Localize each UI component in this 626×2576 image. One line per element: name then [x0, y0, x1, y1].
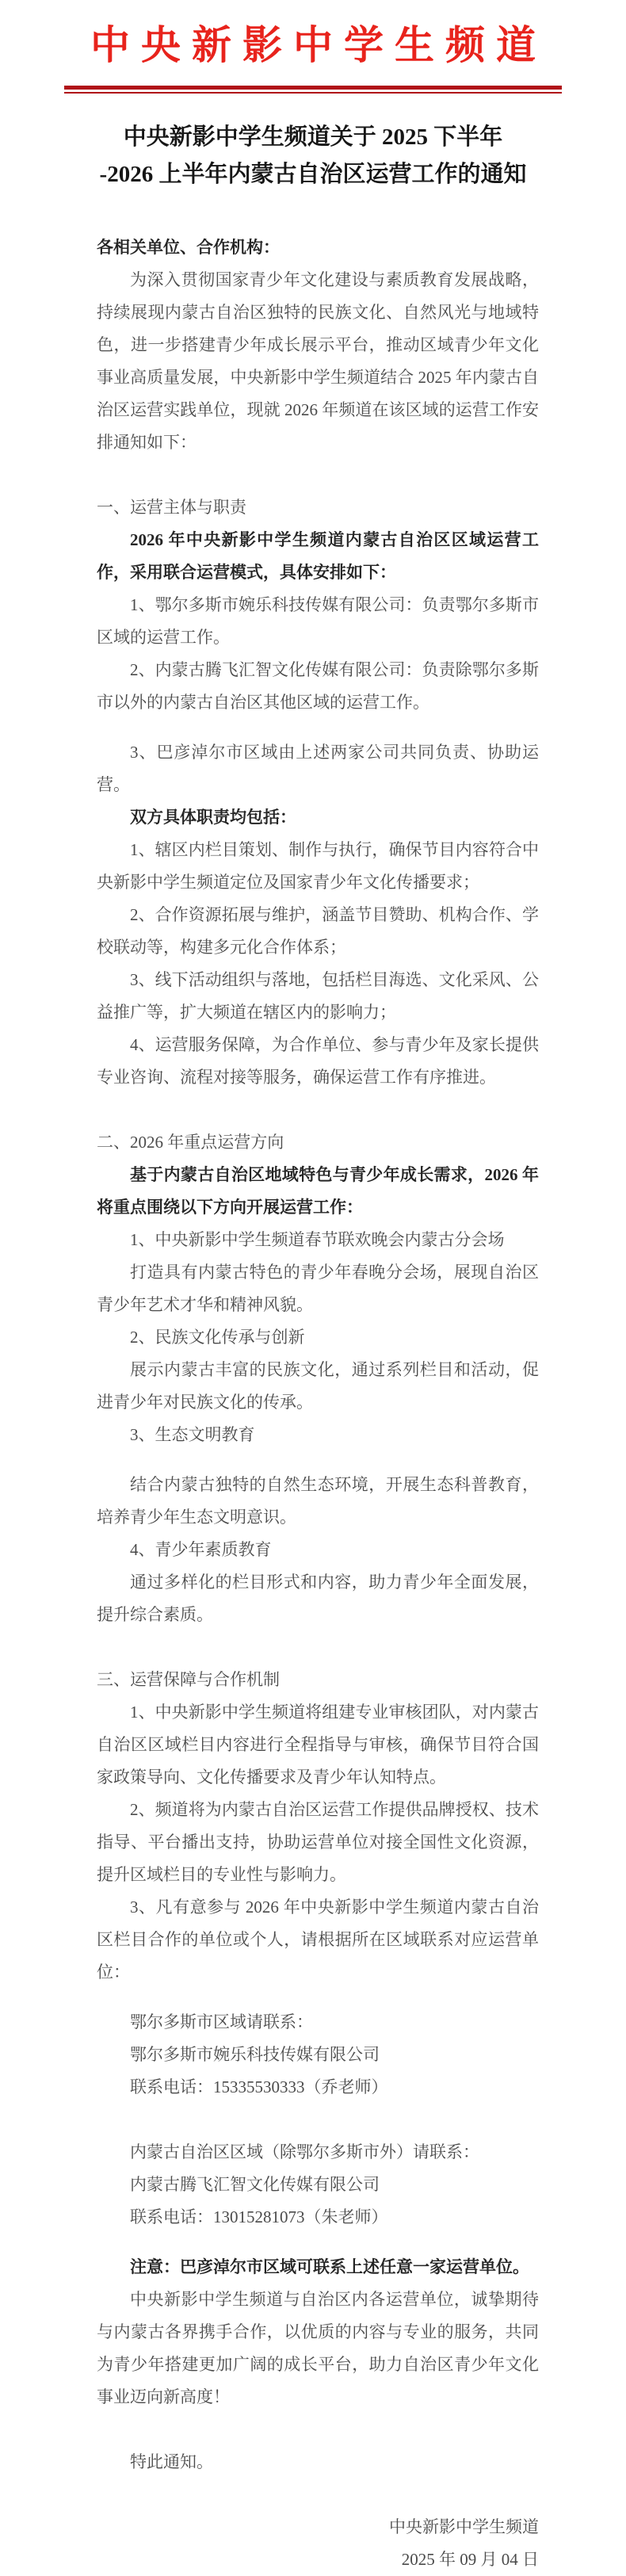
letterhead	[0, 0, 626, 94]
paragraph: 展示内蒙古丰富的民族文化，通过系列栏目和活动，促进青少年对民族文化的传承。	[97, 1360, 539, 1412]
notice-title-line1: 中央新影中学生频道关于 2025 下半年	[123, 124, 503, 150]
paragraph: 为深入贯彻国家青少年文化建设与素质教育发展战略，持续展现内蒙古自治区独特的民族文化、自然风光与地域特色，进一步搭建青少年成长展示平台，推动区域青少年文化事业高质量发展，中央新影中学生频道结合 2025 年内蒙古自治区运营实践单位，现就 2026 年频道在该区域的运营工作安排通知如下：	[97, 270, 539, 452]
paragraph: 二、2026 年重点运营方向	[97, 1133, 284, 1152]
paragraph: 结合内蒙古独特的自然生态环境，开展生态科普教育，培养青少年生态文明意识。	[97, 1475, 539, 1527]
paragraph: 基于内蒙古自治区地域特色与青少年成长需求，2026 年将重点围绕以下方向开展运营工作：	[97, 1165, 539, 1217]
paragraph: 特此通知。	[130, 2452, 213, 2471]
paragraph: 联系电话：13015281073（朱老师）	[130, 2207, 388, 2226]
paragraph: 2、频道将为内蒙古自治区运营工作提供品牌授权、技术指导、平台播出支持，协助运营单位对接全国性文化资源，提升区域栏目的专业性与影响力。	[97, 1800, 539, 1884]
notice-title-line2: -2026 上半年内蒙古自治区运营工作的通知	[99, 162, 527, 187]
rule-thin	[64, 92, 562, 94]
paragraph: 3、巴彦淖尔市区域由上述两家公司共同负责、协助运营。	[97, 743, 539, 794]
rule-thick	[64, 86, 562, 90]
paragraph: 鄂尔多斯市婉乐科技传媒有限公司	[130, 2045, 380, 2064]
channel-brand-title: 中央新影中学生频道	[90, 23, 547, 67]
paragraph: 3、线下活动组织与落地，包括栏目海选、文化采风、公益推广等，扩大频道在辖区内的影响力；	[97, 970, 539, 1022]
paragraph: 双方具体职责均包括：	[130, 808, 296, 827]
paragraph: 2、合作资源拓展与维护，涵盖节目赞助、机构合作、学校联动等，构建多元化合作体系；	[97, 905, 539, 957]
signature-block	[97, 2511, 539, 2576]
paragraph: 1、中央新影中学生频道将组建专业审核团队，对内蒙古自治区区域栏目内容进行全程指导与审核，确保节目符合国家政策导向、文化传播要求及青少年认知特点。	[97, 1703, 539, 1787]
signature-date: 2025 年 09 月 04 日	[401, 2550, 539, 2569]
paragraph: 2026 年中央新影中学生频道内蒙古自治区区域运营工作，采用联合运营模式，具体安排如下：	[97, 530, 539, 582]
paragraph: 三、运营保障与合作机制	[97, 1670, 280, 1689]
paragraph: 3、凡有意参与 2026 年中央新影中学生频道内蒙古自治区栏目合作的单位或个人，请根据所在区域联系对应运营单位：	[97, 1898, 539, 1982]
paragraph: 中央新影中学生频道与自治区内各运营单位，诚挚期待与内蒙古各界携手合作，以优质的内容与专业的服务，共同为青少年搭建更加广阔的成长平台，助力自治区青少年文化事业迈向新高度！	[97, 2290, 539, 2406]
paragraph: 各相关单位、合作机构：	[97, 238, 280, 257]
paragraph: 2、民族文化传承与创新	[130, 1328, 305, 1347]
paragraph: 2、内蒙古腾飞汇智文化传媒有限公司：负责除鄂尔多斯市以外的内蒙古自治区其他区域的运营工作。	[97, 660, 539, 712]
paragraph: 一、运营主体与职责	[97, 498, 246, 517]
paragraph: 3、生态文明教育	[130, 1425, 255, 1444]
paragraph: 内蒙古自治区区域（除鄂尔多斯市外）请联系：	[130, 2142, 479, 2161]
paragraph: 4、运营服务保障，为合作单位、参与青少年及家长提供专业咨询、流程对接等服务，确保运营工作有序推进。	[97, 1035, 539, 1087]
paragraph: 4、青少年素质教育	[130, 1540, 272, 1559]
paragraph: 1、鄂尔多斯市婉乐科技传媒有限公司：负责鄂尔多斯市区域的运营工作。	[97, 595, 539, 647]
paragraph: 通过多样化的栏目形式和内容，助力青少年全面发展，提升综合素质。	[97, 1573, 539, 1624]
paragraph: 1、中央新影中学生频道春节联欢晚会内蒙古分会场	[130, 1230, 505, 1249]
paragraph: 1、辖区内栏目策划、制作与执行，确保节目内容符合中央新影中学生频道定位及国家青少年文化传播要求；	[97, 840, 539, 892]
paragraph: 注意：巴彦淖尔市区域可联系上述任意一家运营单位。	[130, 2257, 529, 2276]
paragraph: 鄂尔多斯市区域请联系：	[130, 2012, 313, 2031]
paragraph: 内蒙古腾飞汇智文化传媒有限公司	[130, 2175, 380, 2194]
signature-org: 中央新影中学生频道	[389, 2517, 539, 2536]
paragraph: 打造具有内蒙古特色的青少年春晚分会场，展现自治区青少年艺术才华和精神风貌。	[97, 1263, 539, 1314]
paragraph: 联系电话：15335530333（乔老师）	[130, 2077, 388, 2096]
paragraphs	[97, 231, 539, 2479]
notice-title	[0, 119, 626, 193]
notice-body	[97, 231, 539, 2576]
letterhead-rule	[64, 86, 562, 94]
